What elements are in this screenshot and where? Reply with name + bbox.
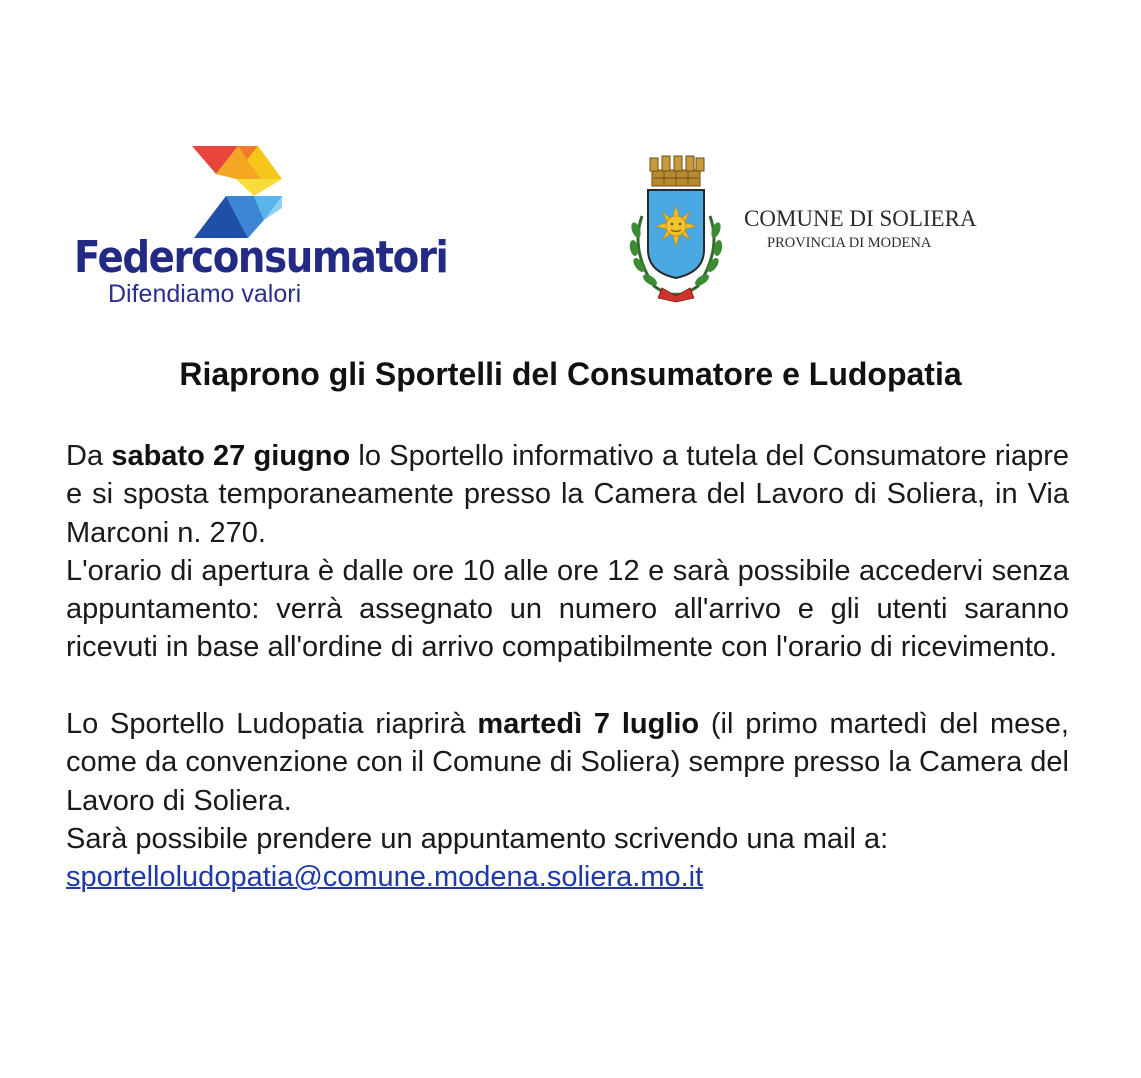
paragraph-orario: L'orario di apertura è dalle ore 10 alle ore 12 e sarà possibile accedervi senza appuntamento: verrà assegnato un numero all'arrivo e gli utenti saranno ricevuti in base all'ordine di arrivo compatibilmente con l'orario di ricevimento.: [66, 554, 1069, 664]
paragraph-consumatore: Da sabato 27 giugno lo Sportello informativo a tutela del Consumatore riapre e si sposta temporaneamente presso la Camera del Lavoro di Soliera, in Via Marconi n. 270.: [66, 440, 1069, 549]
federconsumatori-tagline: Difendiamo valori: [108, 280, 302, 308]
federconsumatori-wordmark: Federconsumatori: [74, 232, 448, 283]
paragraph-ludopatia: Lo Sportello Ludopatia riaprirà martedì 7 luglio (il primo martedì del mese, come da convenzione con il Comune di Soliera) sempre presso la Camera del Lavoro di Soliera.: [66, 708, 1069, 817]
email-link[interactable]: sportelloludopatia@comune.modena.soliera.mo.it: [66, 861, 704, 894]
announcement-body: [66, 437, 1069, 897]
paragraph-appuntamento: Sarà possibile prendere un appuntamento scrivendo una mail a:: [66, 822, 889, 855]
ludopatia-date: martedì 7 luglio: [477, 708, 700, 741]
announcement-title: Riaprono gli Sportelli del Consumatore e Ludopatia: [179, 356, 962, 392]
comune-province: PROVINCIA DI MODENA: [767, 235, 932, 251]
soliera-coat-of-arms-icon: [624, 154, 726, 304]
comune-name: COMUNE DI SOLIERA: [744, 206, 977, 231]
consumatore-date: sabato 27 giugno: [111, 440, 351, 472]
federconsumatori-logo: [74, 146, 448, 311]
federconsumatori-mark-icon: [192, 146, 287, 241]
paragraph-spacer: [66, 667, 1069, 705]
paragraph-email: [66, 858, 1069, 896]
